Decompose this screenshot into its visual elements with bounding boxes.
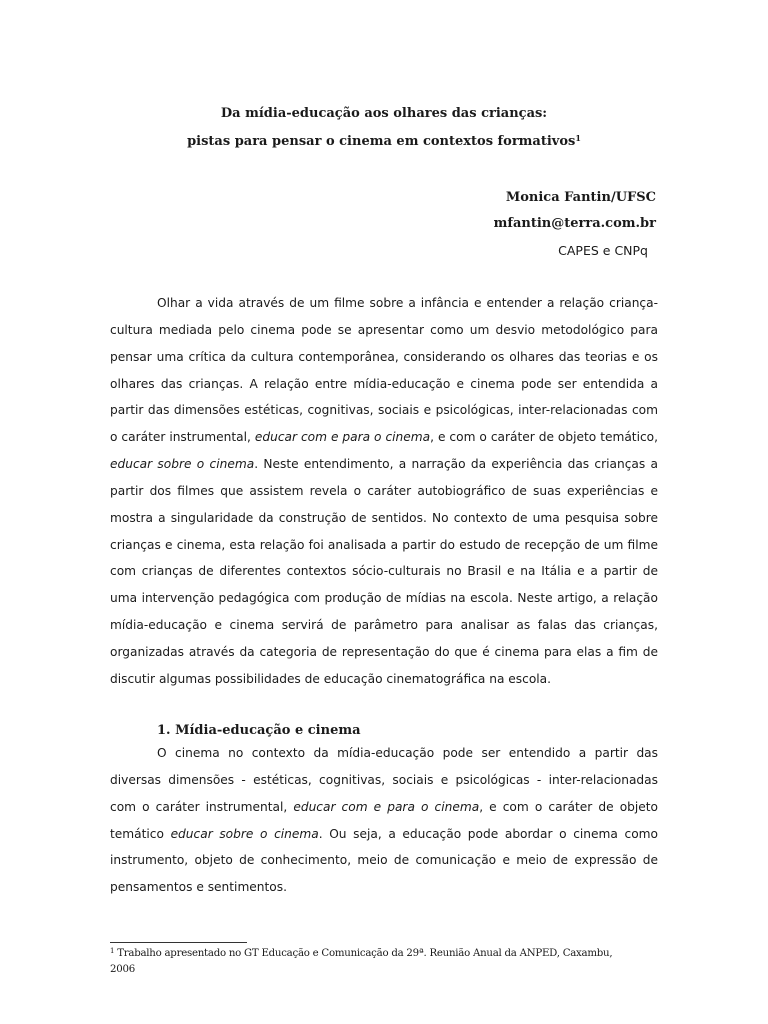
title-line-1: Da mídia-educação aos olhares das crianças:: [220, 106, 548, 121]
text-line: Olhar a vida através de um filme sobre a infância e entender a relação criança-: [157, 296, 658, 310]
text-line: discutir algumas possibilidades de educação cinematográfica na escola.: [110, 671, 552, 686]
section-paragraph: [110, 740, 658, 901]
abstract-paragraph: [110, 290, 658, 693]
text-run: com o caráter instrumental,: [110, 799, 294, 814]
italic-phrase: educar com e para o cinema: [254, 430, 431, 445]
text-run: temático: [110, 826, 171, 841]
text-line: olhares das crianças. A relação entre mídia-educação e cinema pode ser entendida a: [110, 376, 658, 391]
footnote: [110, 946, 658, 977]
text-line: organizadas através da categoria de representação do que é cinema para elas a fim de: [110, 644, 658, 659]
footnote-separator: [110, 942, 247, 943]
author-email[interactable]: mfantin@terra.com.br: [493, 216, 656, 231]
text-line: diversas dimensões - estéticas, cognitivas, sociais e psicológicas - inter-relacionadas: [110, 772, 658, 787]
title-line-2-text: pistas para pensar o cinema em contextos formativos: [187, 134, 576, 149]
text-run: . Ou seja, a educação pode abordar o cinema como: [318, 826, 658, 841]
text-line: com crianças de diferentes contextos sócio-culturais no Brasil e na Itália e a partir de: [110, 564, 658, 579]
text-line: mídia-educação e cinema servirá de parâmetro para analisar as falas das crianças,: [110, 618, 658, 633]
text-run: , e com o caráter de objeto: [479, 799, 659, 814]
author-name: Monica Fantin/UFSC: [505, 190, 656, 205]
text-line: uma intervenção pedagógica com produção de mídias na escola. Neste artigo, a relação: [110, 591, 658, 606]
text-run: . Neste entendimento, a narração da experiência das crianças a: [254, 457, 658, 472]
italic-phrase: educar sobre o cinema: [110, 457, 255, 472]
italic-phrase: educar sobre o cinema: [170, 826, 319, 841]
footnote-mark: 1: [110, 947, 115, 955]
text-line: pensamentos e sentimentos.: [110, 880, 287, 895]
text-line: crianças e cinema, esta relação foi analisada a partir do estudo de recepção de um filme: [110, 537, 658, 552]
text-line: instrumento, objeto de conhecimento, meio de comunicação e meio de expressão de: [110, 853, 658, 868]
text-line: [110, 451, 658, 478]
text-line: partir das dimensões estéticas, cognitivas, sociais e psicológicas, inter-relacionadas com: [110, 403, 658, 418]
italic-phrase: educar com e para o cinema: [293, 799, 480, 814]
footnote-text-cont: 2006: [110, 964, 135, 975]
text-line: partir dos filmes que assistem revela o caráter autobiográfico de suas experiências e: [110, 483, 658, 498]
text-line: cultura mediada pelo cinema pode se apresentar como um desvio metodológico para: [110, 322, 658, 337]
footnote-text: Trabalho apresentado no GT Educação e Comunicação da 29ª. Reunião Anual da ANPED, Caxambu,: [114, 948, 613, 959]
footnote-reference[interactable]: 1: [575, 133, 581, 143]
text-line: [110, 821, 658, 848]
text-line: mostra a singularidade da construção de sentidos. No contexto de uma pesquisa sobre: [110, 510, 658, 525]
title-line-2: [0, 134, 768, 149]
text-line: pensar uma crítica da cultura contemporânea, considerando os olhares das teorias e os: [110, 349, 658, 364]
text-line: [110, 424, 658, 451]
section-heading: 1. Mídia-educação e cinema: [157, 723, 361, 738]
text-run: o caráter instrumental,: [110, 430, 255, 445]
text-line: [110, 794, 658, 821]
text-line: O cinema no contexto da mídia-educação pode ser entendido a partir das: [157, 746, 658, 760]
author-funding: CAPES e CNPq: [558, 243, 648, 258]
text-run: , e com o caráter de objeto temático,: [430, 430, 659, 445]
